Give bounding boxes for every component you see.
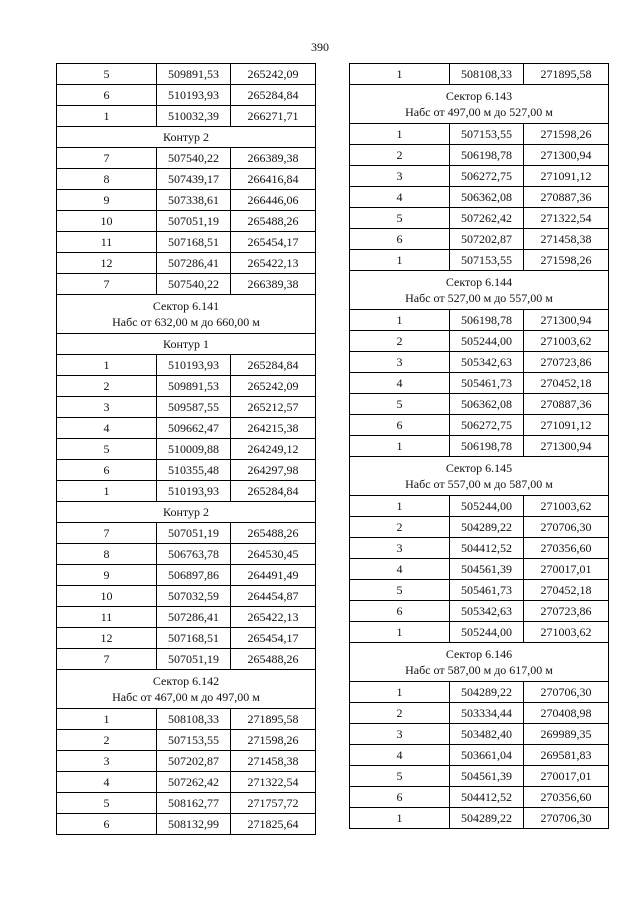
x-coordinate-cell: 505244,00 xyxy=(450,622,524,643)
y-coordinate-cell: 271458,38 xyxy=(524,229,609,250)
point-number-cell: 1 xyxy=(350,310,450,331)
sector-header-row xyxy=(350,271,609,310)
point-number-cell: 5 xyxy=(350,580,450,601)
table-row xyxy=(57,793,316,814)
y-coordinate-cell: 265488,26 xyxy=(231,523,316,544)
y-coordinate-cell: 264454,87 xyxy=(231,586,316,607)
x-coordinate-cell: 505461,73 xyxy=(450,580,524,601)
y-coordinate-cell: 266389,38 xyxy=(231,148,316,169)
y-coordinate-cell: 265284,84 xyxy=(231,85,316,106)
point-number-cell: 1 xyxy=(350,436,450,457)
table-row xyxy=(57,355,316,376)
x-coordinate-cell: 507153,55 xyxy=(450,250,524,271)
point-number-cell: 2 xyxy=(57,730,157,751)
y-coordinate-cell: 271003,62 xyxy=(524,331,609,352)
x-coordinate-cell: 506272,75 xyxy=(450,166,524,187)
x-coordinate-cell: 507202,87 xyxy=(450,229,524,250)
y-coordinate-cell: 265422,13 xyxy=(231,607,316,628)
table-row xyxy=(350,622,609,643)
table-row xyxy=(57,85,316,106)
y-coordinate-cell: 264297,98 xyxy=(231,460,316,481)
table-row xyxy=(350,208,609,229)
sector-title: Сектор 6.142 xyxy=(152,674,220,688)
table-row xyxy=(57,106,316,127)
table-row xyxy=(57,565,316,586)
point-number-cell: 1 xyxy=(350,808,450,829)
point-number-cell: 6 xyxy=(350,229,450,250)
table-row xyxy=(350,166,609,187)
point-number-cell: 6 xyxy=(350,415,450,436)
x-coordinate-cell: 504289,22 xyxy=(450,682,524,703)
y-coordinate-cell: 265212,57 xyxy=(231,397,316,418)
y-coordinate-cell: 271003,62 xyxy=(524,496,609,517)
point-number-cell: 3 xyxy=(350,166,450,187)
table-row xyxy=(350,766,609,787)
table-row xyxy=(350,724,609,745)
x-coordinate-cell: 507032,59 xyxy=(157,586,231,607)
table-row xyxy=(57,397,316,418)
point-number-cell: 2 xyxy=(350,703,450,724)
x-coordinate-cell: 504289,22 xyxy=(450,808,524,829)
point-number-cell: 3 xyxy=(350,538,450,559)
point-number-cell: 1 xyxy=(350,250,450,271)
point-number-cell: 5 xyxy=(350,208,450,229)
x-coordinate-cell: 508162,77 xyxy=(157,793,231,814)
x-coordinate-cell: 510193,93 xyxy=(157,481,231,502)
table-row xyxy=(350,601,609,622)
x-coordinate-cell: 509891,53 xyxy=(157,64,231,85)
point-number-cell: 2 xyxy=(350,331,450,352)
table-row xyxy=(57,523,316,544)
x-coordinate-cell: 507540,22 xyxy=(157,148,231,169)
point-number-cell: 1 xyxy=(350,496,450,517)
point-number-cell: 1 xyxy=(350,682,450,703)
table-row xyxy=(57,148,316,169)
x-coordinate-cell: 505461,73 xyxy=(450,373,524,394)
contour-label: Контур 1 xyxy=(57,334,316,355)
point-number-cell: 8 xyxy=(57,544,157,565)
point-number-cell: 1 xyxy=(350,622,450,643)
table-row xyxy=(57,772,316,793)
sector-height-range: Набс от 557,00 м до 587,00 м xyxy=(405,477,553,491)
sector-header-row xyxy=(57,295,316,334)
x-coordinate-cell: 507338,61 xyxy=(157,190,231,211)
y-coordinate-cell: 265454,17 xyxy=(231,628,316,649)
y-coordinate-cell: 270887,36 xyxy=(524,187,609,208)
point-number-cell: 11 xyxy=(57,607,157,628)
table-row xyxy=(57,460,316,481)
table-row xyxy=(57,628,316,649)
point-number-cell: 4 xyxy=(350,187,450,208)
table-row xyxy=(350,331,609,352)
y-coordinate-cell: 270356,60 xyxy=(524,787,609,808)
table-row xyxy=(57,751,316,772)
point-number-cell: 6 xyxy=(57,460,157,481)
contour-header-row xyxy=(57,334,316,355)
y-coordinate-cell: 265422,13 xyxy=(231,253,316,274)
point-number-cell: 5 xyxy=(57,439,157,460)
x-coordinate-cell: 507439,17 xyxy=(157,169,231,190)
sector-header-cell xyxy=(350,85,609,124)
x-coordinate-cell: 509587,55 xyxy=(157,397,231,418)
table-row xyxy=(57,586,316,607)
x-coordinate-cell: 509662,47 xyxy=(157,418,231,439)
table-row xyxy=(350,559,609,580)
table-row xyxy=(57,814,316,835)
x-coordinate-cell: 507051,19 xyxy=(157,211,231,232)
point-number-cell: 3 xyxy=(350,724,450,745)
table-row xyxy=(350,703,609,724)
table-row xyxy=(57,169,316,190)
x-coordinate-cell: 510193,93 xyxy=(157,85,231,106)
y-coordinate-cell: 271300,94 xyxy=(524,436,609,457)
x-coordinate-cell: 504561,39 xyxy=(450,559,524,580)
y-coordinate-cell: 270706,30 xyxy=(524,682,609,703)
y-coordinate-cell: 265284,84 xyxy=(231,355,316,376)
point-number-cell: 4 xyxy=(350,559,450,580)
y-coordinate-cell: 269581,83 xyxy=(524,745,609,766)
x-coordinate-cell: 507286,41 xyxy=(157,253,231,274)
x-coordinate-cell: 505342,63 xyxy=(450,601,524,622)
table-row xyxy=(350,310,609,331)
sector-title: Сектор 6.141 xyxy=(152,299,220,313)
point-number-cell: 4 xyxy=(57,418,157,439)
table-row xyxy=(57,376,316,397)
table-row xyxy=(350,124,609,145)
point-number-cell: 5 xyxy=(57,64,157,85)
table-row xyxy=(57,418,316,439)
table-row xyxy=(57,274,316,295)
sector-height-range: Набс от 527,00 м до 557,00 м xyxy=(405,291,553,305)
y-coordinate-cell: 271895,58 xyxy=(231,709,316,730)
y-coordinate-cell: 271598,26 xyxy=(524,124,609,145)
sector-header-cell xyxy=(350,271,609,310)
table-row xyxy=(57,544,316,565)
sector-title: Сектор 6.144 xyxy=(445,275,513,289)
x-coordinate-cell: 506272,75 xyxy=(450,415,524,436)
table-row xyxy=(350,580,609,601)
y-coordinate-cell: 266271,71 xyxy=(231,106,316,127)
x-coordinate-cell: 507153,55 xyxy=(157,730,231,751)
point-number-cell: 2 xyxy=(350,145,450,166)
point-number-cell: 1 xyxy=(57,709,157,730)
contour-label: Контур 2 xyxy=(57,127,316,148)
table-row xyxy=(350,745,609,766)
y-coordinate-cell: 265242,09 xyxy=(231,376,316,397)
point-number-cell: 9 xyxy=(57,190,157,211)
point-number-cell: 11 xyxy=(57,232,157,253)
x-coordinate-cell: 506362,08 xyxy=(450,187,524,208)
y-coordinate-cell: 271300,94 xyxy=(524,145,609,166)
point-number-cell: 10 xyxy=(57,211,157,232)
x-coordinate-cell: 503334,44 xyxy=(450,703,524,724)
y-coordinate-cell: 271322,54 xyxy=(231,772,316,793)
left-coordinates-table xyxy=(56,63,316,835)
x-coordinate-cell: 503661,04 xyxy=(450,745,524,766)
point-number-cell: 6 xyxy=(57,814,157,835)
y-coordinate-cell: 265284,84 xyxy=(231,481,316,502)
x-coordinate-cell: 505244,00 xyxy=(450,496,524,517)
x-coordinate-cell: 507262,42 xyxy=(450,208,524,229)
y-coordinate-cell: 271598,26 xyxy=(524,250,609,271)
y-coordinate-cell: 264215,38 xyxy=(231,418,316,439)
point-number-cell: 5 xyxy=(350,394,450,415)
y-coordinate-cell: 270723,86 xyxy=(524,601,609,622)
y-coordinate-cell: 271825,64 xyxy=(231,814,316,835)
table-row xyxy=(57,190,316,211)
sector-header-cell xyxy=(350,457,609,496)
x-coordinate-cell: 505342,63 xyxy=(450,352,524,373)
point-number-cell: 9 xyxy=(57,565,157,586)
x-coordinate-cell: 506198,78 xyxy=(450,310,524,331)
x-coordinate-cell: 508108,33 xyxy=(450,64,524,85)
table-row xyxy=(57,232,316,253)
table-row xyxy=(57,730,316,751)
y-coordinate-cell: 264530,45 xyxy=(231,544,316,565)
x-coordinate-cell: 507262,42 xyxy=(157,772,231,793)
x-coordinate-cell: 504412,52 xyxy=(450,787,524,808)
point-number-cell: 7 xyxy=(57,148,157,169)
table-row xyxy=(57,649,316,670)
y-coordinate-cell: 271300,94 xyxy=(524,310,609,331)
right-coordinates-table xyxy=(349,63,609,829)
y-coordinate-cell: 271091,12 xyxy=(524,415,609,436)
x-coordinate-cell: 507286,41 xyxy=(157,607,231,628)
point-number-cell: 1 xyxy=(350,64,450,85)
y-coordinate-cell: 270706,30 xyxy=(524,808,609,829)
table-row xyxy=(350,808,609,829)
table-row xyxy=(350,415,609,436)
point-number-cell: 7 xyxy=(57,523,157,544)
point-number-cell: 2 xyxy=(57,376,157,397)
point-number-cell: 1 xyxy=(57,106,157,127)
table-row xyxy=(350,496,609,517)
table-row xyxy=(57,253,316,274)
table-row xyxy=(350,250,609,271)
x-coordinate-cell: 507153,55 xyxy=(450,124,524,145)
point-number-cell: 6 xyxy=(350,601,450,622)
x-coordinate-cell: 507540,22 xyxy=(157,274,231,295)
sector-height-range: Набс от 497,00 м до 527,00 м xyxy=(405,105,553,119)
x-coordinate-cell: 507168,51 xyxy=(157,232,231,253)
y-coordinate-cell: 264249,12 xyxy=(231,439,316,460)
point-number-cell: 2 xyxy=(350,517,450,538)
x-coordinate-cell: 507202,87 xyxy=(157,751,231,772)
table-row xyxy=(350,682,609,703)
point-number-cell: 5 xyxy=(57,793,157,814)
x-coordinate-cell: 510355,48 xyxy=(157,460,231,481)
point-number-cell: 1 xyxy=(57,355,157,376)
x-coordinate-cell: 506198,78 xyxy=(450,436,524,457)
y-coordinate-cell: 265242,09 xyxy=(231,64,316,85)
table-row xyxy=(57,439,316,460)
x-coordinate-cell: 504289,22 xyxy=(450,517,524,538)
point-number-cell: 3 xyxy=(57,397,157,418)
x-coordinate-cell: 506897,86 xyxy=(157,565,231,586)
y-coordinate-cell: 271003,62 xyxy=(524,622,609,643)
point-number-cell: 4 xyxy=(350,373,450,394)
x-coordinate-cell: 504561,39 xyxy=(450,766,524,787)
y-coordinate-cell: 264491,49 xyxy=(231,565,316,586)
point-number-cell: 12 xyxy=(57,253,157,274)
table-row xyxy=(350,394,609,415)
point-number-cell: 1 xyxy=(57,481,157,502)
y-coordinate-cell: 269989,35 xyxy=(524,724,609,745)
table-row xyxy=(350,64,609,85)
table-row xyxy=(57,64,316,85)
table-row xyxy=(350,229,609,250)
table-row xyxy=(57,481,316,502)
y-coordinate-cell: 270017,01 xyxy=(524,559,609,580)
x-coordinate-cell: 504412,52 xyxy=(450,538,524,559)
point-number-cell: 7 xyxy=(57,649,157,670)
point-number-cell: 3 xyxy=(57,751,157,772)
x-coordinate-cell: 506362,08 xyxy=(450,394,524,415)
sector-title: Сектор 6.145 xyxy=(445,461,513,475)
table-row xyxy=(350,538,609,559)
y-coordinate-cell: 270408,98 xyxy=(524,703,609,724)
y-coordinate-cell: 265488,26 xyxy=(231,211,316,232)
contour-header-row xyxy=(57,502,316,523)
point-number-cell: 4 xyxy=(350,745,450,766)
sector-header-row xyxy=(350,643,609,682)
contour-label: Контур 2 xyxy=(57,502,316,523)
x-coordinate-cell: 506763,78 xyxy=(157,544,231,565)
point-number-cell: 12 xyxy=(57,628,157,649)
y-coordinate-cell: 270452,18 xyxy=(524,580,609,601)
table-row xyxy=(350,145,609,166)
sector-header-row xyxy=(350,457,609,496)
page-number: 390 xyxy=(311,40,329,54)
point-number-cell: 4 xyxy=(57,772,157,793)
y-coordinate-cell: 266416,84 xyxy=(231,169,316,190)
point-number-cell: 1 xyxy=(350,124,450,145)
point-number-cell: 6 xyxy=(57,85,157,106)
x-coordinate-cell: 506198,78 xyxy=(450,145,524,166)
y-coordinate-cell: 270452,18 xyxy=(524,373,609,394)
x-coordinate-cell: 507168,51 xyxy=(157,628,231,649)
table-row xyxy=(57,709,316,730)
table-row xyxy=(350,352,609,373)
sector-title: Сектор 6.146 xyxy=(445,647,513,661)
table-row xyxy=(350,787,609,808)
contour-header-row xyxy=(57,127,316,148)
y-coordinate-cell: 271091,12 xyxy=(524,166,609,187)
table-row xyxy=(57,607,316,628)
y-coordinate-cell: 271757,72 xyxy=(231,793,316,814)
table-row xyxy=(350,373,609,394)
point-number-cell: 3 xyxy=(350,352,450,373)
y-coordinate-cell: 271598,26 xyxy=(231,730,316,751)
y-coordinate-cell: 270723,86 xyxy=(524,352,609,373)
y-coordinate-cell: 266446,06 xyxy=(231,190,316,211)
table-row xyxy=(350,517,609,538)
x-coordinate-cell: 510009,88 xyxy=(157,439,231,460)
x-coordinate-cell: 508108,33 xyxy=(157,709,231,730)
sector-header-cell xyxy=(350,643,609,682)
y-coordinate-cell: 270706,30 xyxy=(524,517,609,538)
sector-header-cell xyxy=(57,670,316,709)
sector-height-range: Набс от 467,00 м до 497,00 м xyxy=(112,690,260,704)
point-number-cell: 5 xyxy=(350,766,450,787)
sector-header-row xyxy=(350,85,609,124)
sector-header-cell xyxy=(57,295,316,334)
y-coordinate-cell: 265488,26 xyxy=(231,649,316,670)
table-row xyxy=(350,187,609,208)
x-coordinate-cell: 505244,00 xyxy=(450,331,524,352)
table-row xyxy=(57,211,316,232)
point-number-cell: 6 xyxy=(350,787,450,808)
sector-header-row xyxy=(57,670,316,709)
point-number-cell: 10 xyxy=(57,586,157,607)
x-coordinate-cell: 508132,99 xyxy=(157,814,231,835)
point-number-cell: 7 xyxy=(57,274,157,295)
y-coordinate-cell: 265454,17 xyxy=(231,232,316,253)
sector-height-range: Набс от 587,00 м до 617,00 м xyxy=(405,663,553,677)
y-coordinate-cell: 270017,01 xyxy=(524,766,609,787)
sector-title: Сектор 6.143 xyxy=(445,89,513,103)
table-row xyxy=(350,436,609,457)
y-coordinate-cell: 271322,54 xyxy=(524,208,609,229)
point-number-cell: 8 xyxy=(57,169,157,190)
y-coordinate-cell: 270356,60 xyxy=(524,538,609,559)
x-coordinate-cell: 507051,19 xyxy=(157,523,231,544)
sector-height-range: Набс от 632,00 м до 660,00 м xyxy=(112,315,260,329)
y-coordinate-cell: 271895,58 xyxy=(524,64,609,85)
y-coordinate-cell: 271458,38 xyxy=(231,751,316,772)
x-coordinate-cell: 509891,53 xyxy=(157,376,231,397)
y-coordinate-cell: 270887,36 xyxy=(524,394,609,415)
x-coordinate-cell: 510193,93 xyxy=(157,355,231,376)
x-coordinate-cell: 507051,19 xyxy=(157,649,231,670)
x-coordinate-cell: 510032,39 xyxy=(157,106,231,127)
x-coordinate-cell: 503482,40 xyxy=(450,724,524,745)
y-coordinate-cell: 266389,38 xyxy=(231,274,316,295)
